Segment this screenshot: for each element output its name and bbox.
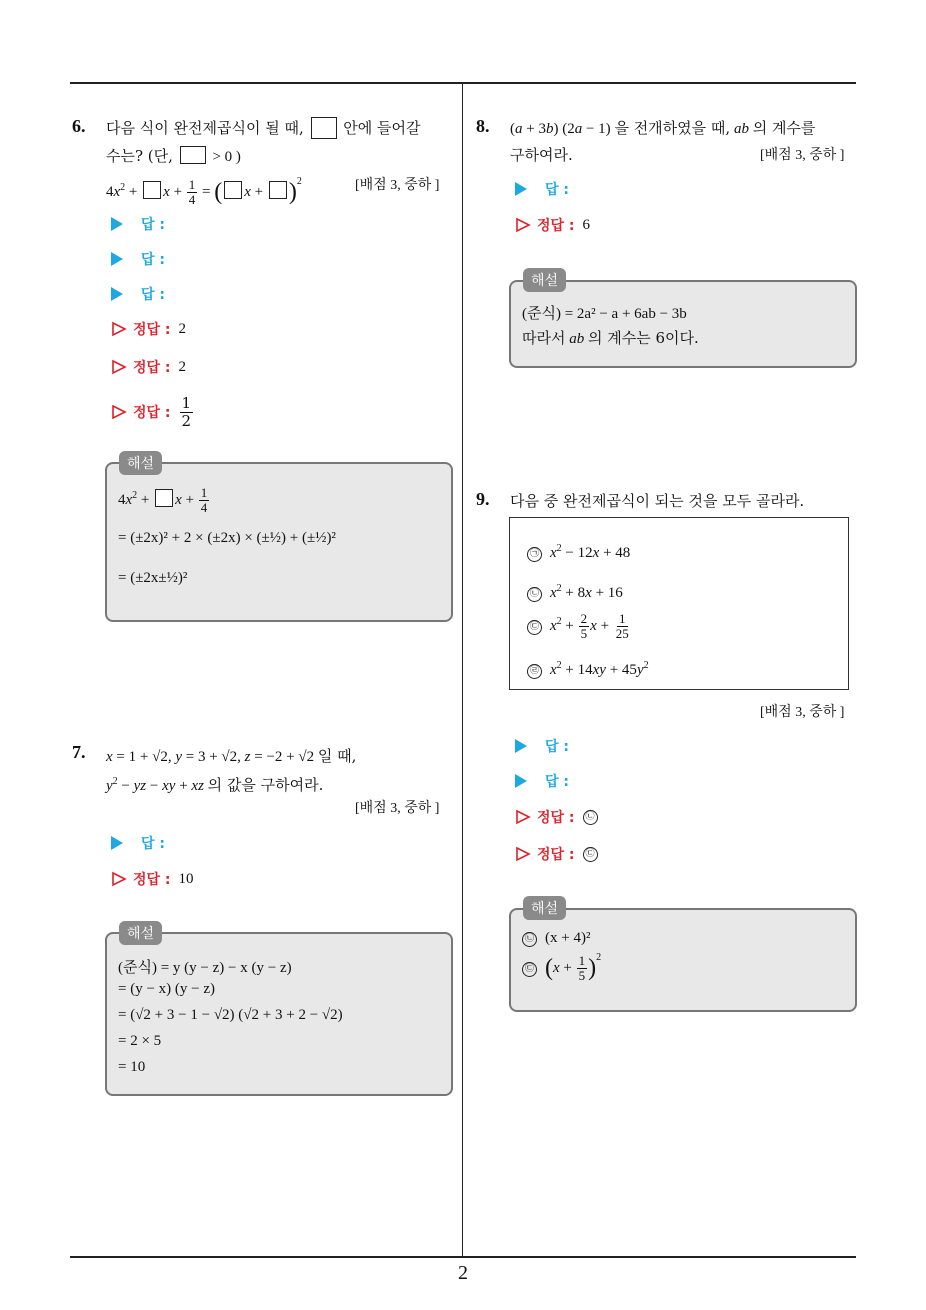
q6-solution-line3: = (±2x±½)² <box>118 570 188 586</box>
q9-sol1: (x + 4)² <box>545 930 591 946</box>
choice-marker: ㉢ <box>522 962 537 977</box>
outline-triangle-icon <box>515 809 531 825</box>
answer-label: 답 : <box>545 182 569 198</box>
q7-solution-line: = 10 <box>118 1059 146 1075</box>
q6-correct-answer <box>111 318 186 340</box>
play-icon <box>111 217 123 231</box>
blank-box <box>155 489 173 507</box>
correct-label: 정답 : <box>133 405 171 421</box>
outline-triangle-icon <box>515 846 531 862</box>
q8-solution-box <box>509 280 857 368</box>
choice-marker: ㉡ <box>522 932 537 947</box>
q7-line2-end: 의 값을 구하여라. <box>207 776 324 794</box>
q7-solution-line: = 2 × 5 <box>118 1033 162 1049</box>
outline-triangle-icon <box>111 404 127 420</box>
answer-value: 6 <box>582 216 591 233</box>
correct-label: 정답 : <box>133 872 171 888</box>
answer-value: 2 <box>178 358 187 375</box>
q6-line2b: > 0 ) <box>212 149 241 165</box>
answer-value: ㉢ <box>583 847 598 862</box>
blank-box <box>311 117 337 139</box>
q9-answer-blank[interactable] <box>515 735 569 757</box>
q6-equation: $4x^2 + x$ + $\frac{1}{4}$ = ( x + )$^2$ <box>106 176 302 208</box>
q8-text-line1: (a + 3b) (2a − 1) 을 전개하였을 때, ab 의 계수를 <box>510 119 816 137</box>
q6-correct-answer <box>111 392 194 432</box>
q7-text-line2: $y^2$ − yz − xy + xz 의 값을 구하여라. <box>106 776 324 794</box>
answer-label: 답 : <box>545 774 569 790</box>
column-divider <box>462 82 463 1258</box>
choice-marker: ㉢ <box>527 620 542 635</box>
q7-text-line1: x = 1 + √2, y = 3 + √2, z = −2 + √2 일 때, <box>106 747 357 765</box>
q6-solution-line1: $4x^2 + x$ + $\frac{1}{4}$ <box>118 485 208 515</box>
solution-tag: 해설 <box>523 896 566 920</box>
answer-label: 답 : <box>545 739 569 755</box>
q6-correct-answer <box>111 356 186 378</box>
blank-box <box>143 181 161 199</box>
q8-meta: [배점 3, 중하 ] <box>760 148 845 163</box>
q6-number: 6. <box>72 116 86 136</box>
q7-line1-end: 일 때, <box>317 747 357 765</box>
q9-choice[interactable]: ㉡ $x^2 + 8x + 16$ <box>527 583 623 602</box>
solution-tag: 해설 <box>119 451 162 475</box>
q9-correct-answer <box>515 806 606 828</box>
correct-label: 정답 : <box>537 847 575 863</box>
q9-meta: [배점 3, 중하 ] <box>760 705 845 720</box>
solution-tag: 해설 <box>523 268 566 292</box>
answer-label: 답 : <box>141 252 165 268</box>
q6-text-line2 <box>106 142 241 171</box>
outline-triangle-icon <box>515 217 531 233</box>
choice-marker: ㉣ <box>527 664 542 679</box>
answer-label: 답 : <box>141 217 165 233</box>
q9-solution-line1 <box>522 930 590 947</box>
correct-label: 정답 : <box>537 218 575 234</box>
q9-line1: 다음 중 완전제곱식이 되는 것을 모두 골라라. <box>510 492 805 510</box>
q6-line2: 수는? (단, <box>106 147 173 165</box>
answer-fraction: $\frac{1}{2}$ <box>181 393 192 430</box>
play-icon <box>111 252 123 266</box>
q7-correct-answer <box>111 868 194 890</box>
q9-number: 9. <box>476 489 490 509</box>
page-number: 2 <box>458 1262 468 1284</box>
q7-number: 7. <box>72 742 86 762</box>
play-icon <box>515 739 527 753</box>
q7-solution-line: = (y − x) (y − z) <box>118 981 216 997</box>
q6-answer-blank[interactable] <box>111 213 165 235</box>
answer-value: 2 <box>178 320 187 337</box>
outline-triangle-icon <box>111 871 127 887</box>
choice-marker: ㉡ <box>527 587 542 602</box>
q8-sol2a: 따라서 <box>522 329 566 347</box>
blank-box <box>180 146 206 164</box>
q8-solution-line1: (준식) = 2a² − a + 6ab − 3b <box>522 306 687 322</box>
q7-answer-blank[interactable] <box>111 832 165 854</box>
q9-solution-line2: ㉢ (x + $\frac{1}{5}$ )$^2$ <box>522 952 601 983</box>
choice-marker: ㉠ <box>527 547 542 562</box>
top-rule <box>70 82 856 84</box>
q6-solution-line2: = (±2x)² + 2 × (±2x) × (±½) + (±½)² <box>118 530 336 546</box>
play-icon <box>111 287 123 301</box>
q8-sol2b: 의 계수는 6이다. <box>587 329 699 347</box>
q9-choice[interactable]: ㉣ $x^2 + 14xy + 45y^2$ <box>527 660 649 679</box>
q6-line1: 다음 식이 완전제곱식이 될 때, <box>106 119 304 137</box>
q6-line1b: 안에 들어갈 <box>343 119 421 137</box>
q6-answer-blank[interactable] <box>111 248 165 270</box>
answer-value: 10 <box>178 870 194 887</box>
blank-box <box>269 181 287 199</box>
q6-text-line1 <box>106 114 421 142</box>
answer-label: 답 : <box>141 287 165 303</box>
answer-value: ㉡ <box>583 810 598 825</box>
q8-solution-line2: 따라서 ab 의 계수는 6이다. <box>522 329 699 347</box>
q9-choice[interactable]: ㉠ $x^2 - 12x + 48$ <box>527 543 630 562</box>
q9-answer-blank[interactable] <box>515 770 569 792</box>
q9-choice[interactable]: ㉢ $x^2$ + $\frac{2}{5}$ x + $\frac{1}{25}$ <box>527 612 632 641</box>
q8-line1: 을 전개하였을 때, <box>614 119 731 137</box>
q8-line2: 구하여라. <box>510 146 573 164</box>
q6-meta: [배점 3, 중하 ] <box>355 178 440 193</box>
bottom-rule <box>70 1256 856 1258</box>
outline-triangle-icon <box>111 359 127 375</box>
solution-tag: 해설 <box>119 921 162 945</box>
q7-solution-line: = (√2 + 3 − 1 − √2) (√2 + 3 + 2 − √2) <box>118 1007 343 1023</box>
q7-solution-line: (준식) = y (y − z) − x (y − z) <box>118 960 292 976</box>
q9-correct-answer <box>515 843 606 865</box>
q6-answer-blank[interactable] <box>111 283 165 305</box>
answer-label: 답 : <box>141 836 165 852</box>
q7-meta: [배점 3, 중하 ] <box>355 801 440 816</box>
q8-correct-answer <box>515 214 590 236</box>
correct-label: 정답 : <box>537 810 575 826</box>
blank-box <box>224 181 242 199</box>
correct-label: 정답 : <box>133 360 171 376</box>
q8-answer-blank[interactable] <box>515 178 569 200</box>
play-icon <box>515 182 527 196</box>
q8-number: 8. <box>476 116 490 136</box>
play-icon <box>111 836 123 850</box>
play-icon <box>515 774 527 788</box>
q8-line1b: 의 계수를 <box>752 119 816 137</box>
correct-label: 정답 : <box>133 322 171 338</box>
outline-triangle-icon <box>111 321 127 337</box>
